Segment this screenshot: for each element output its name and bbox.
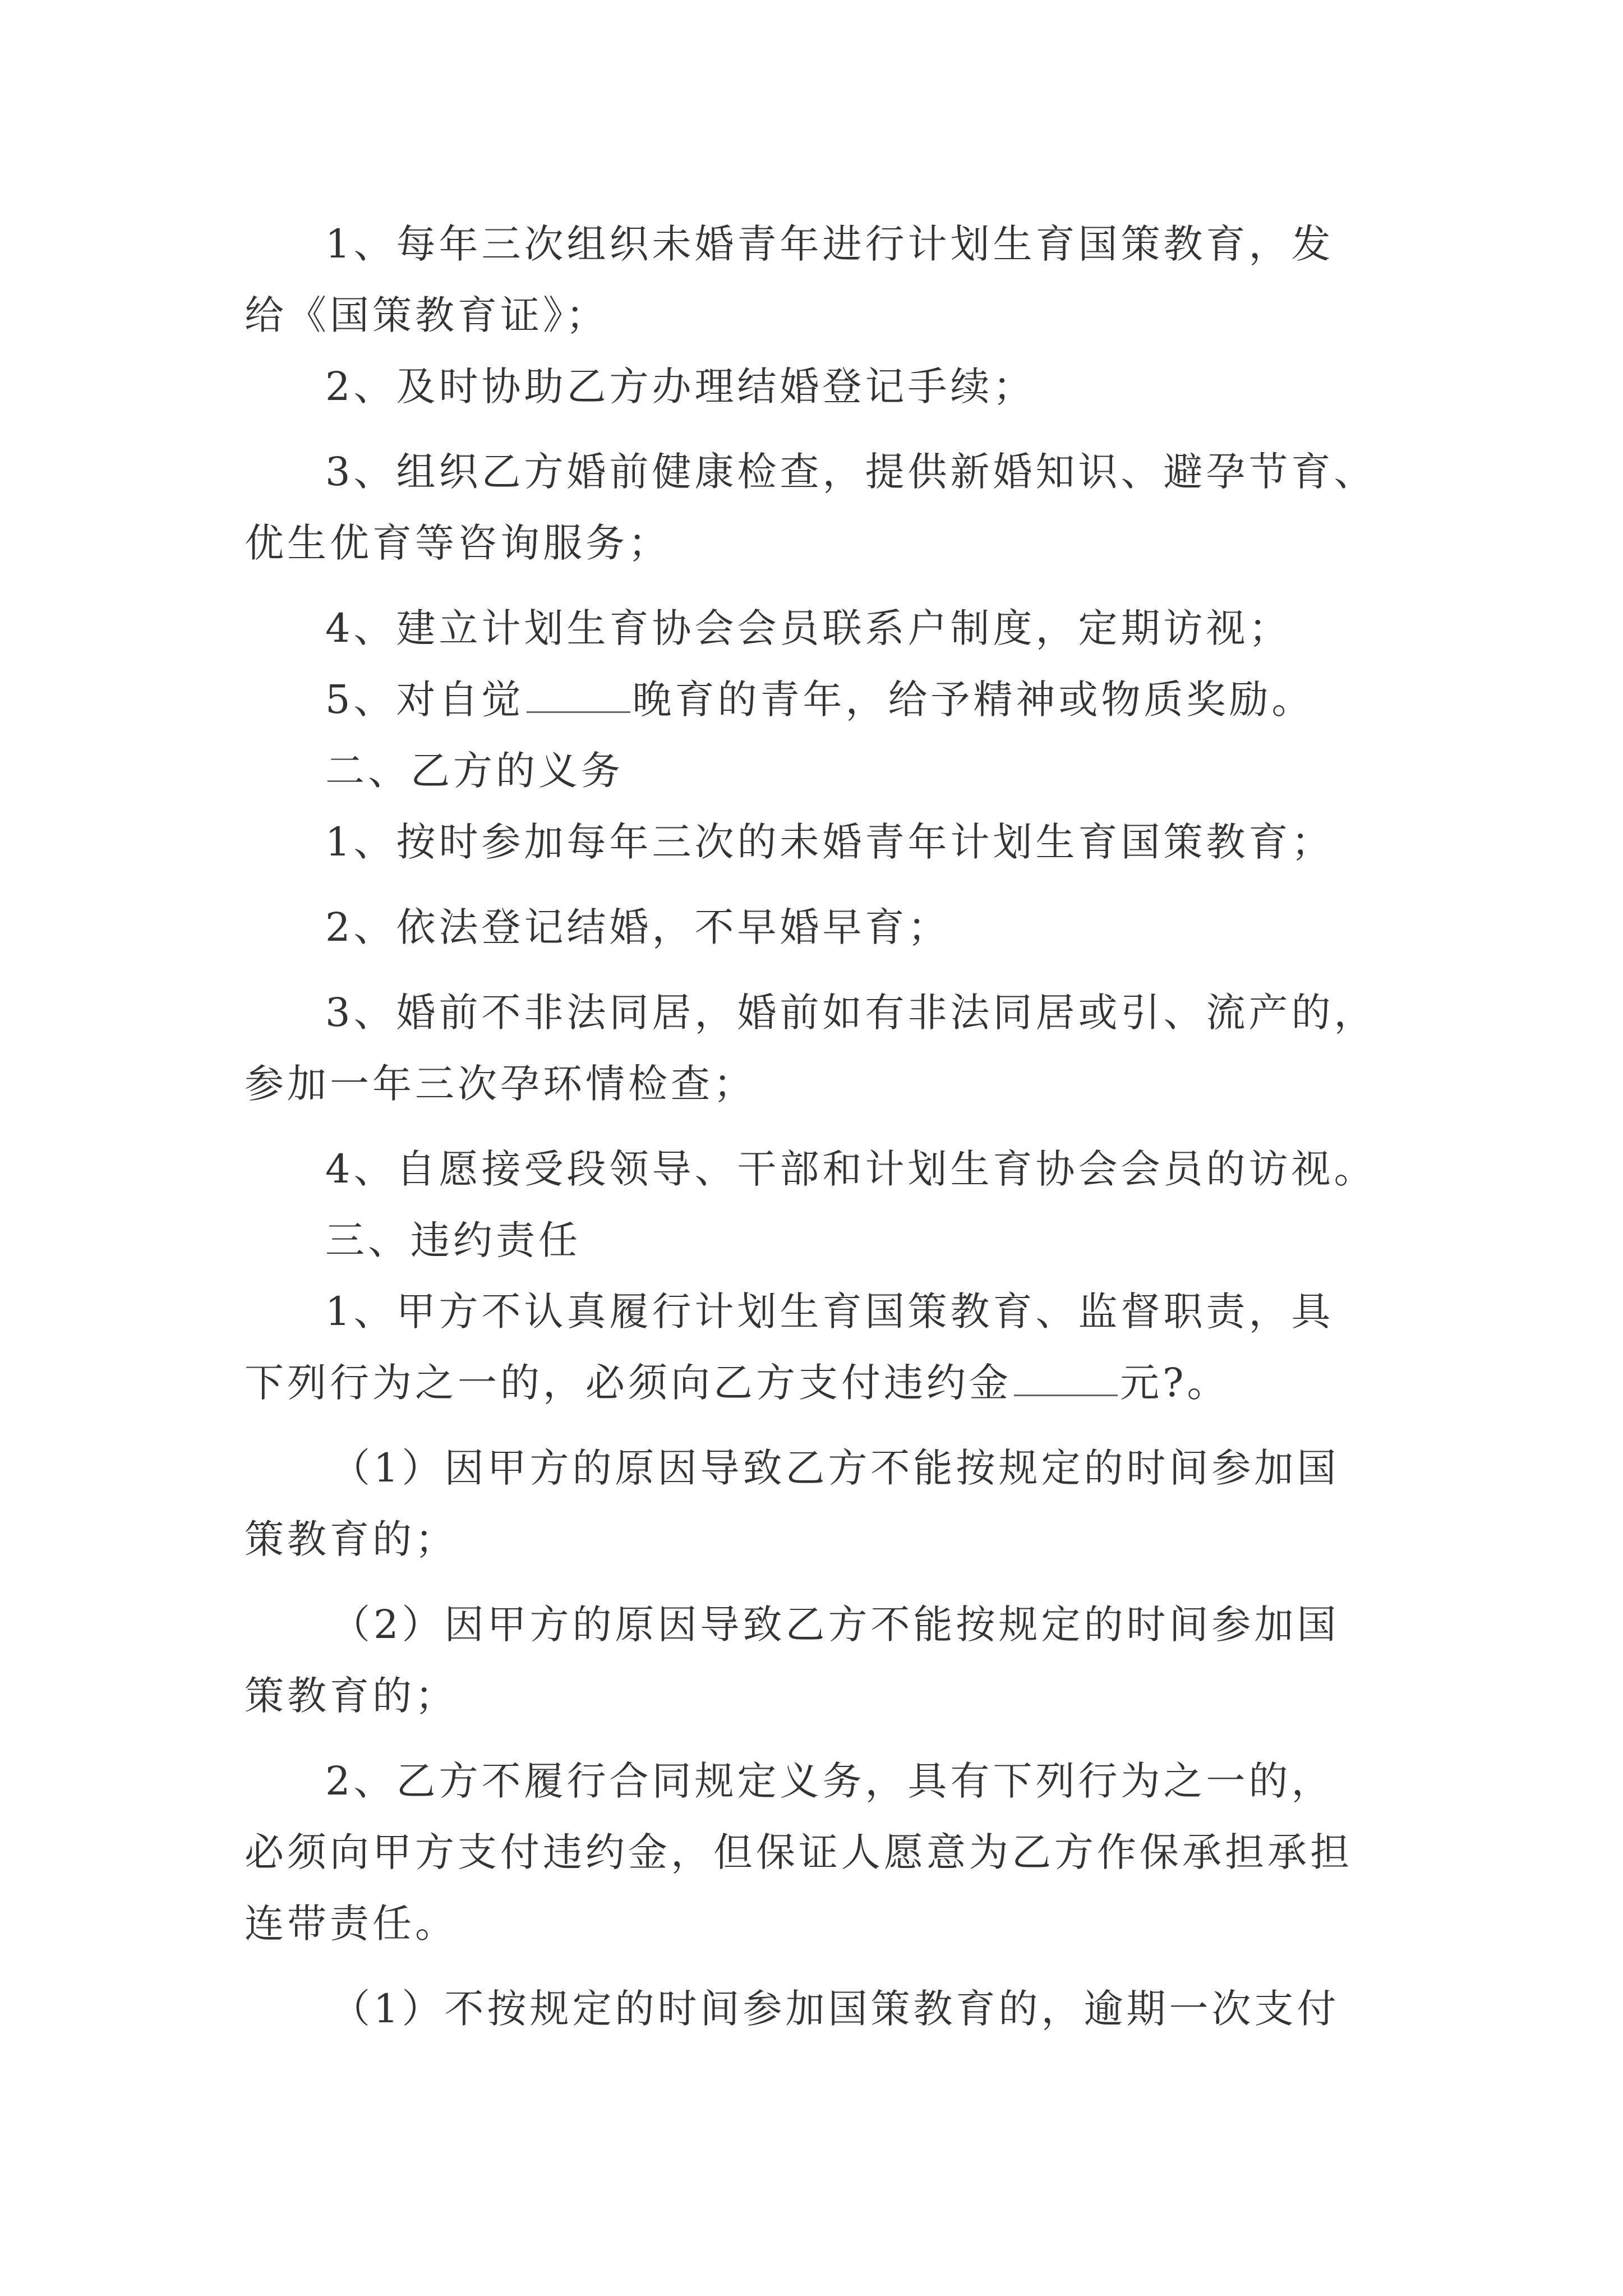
clause-liability-1-line-2 bbox=[245, 1358, 1230, 1408]
clause-party-b-3-line-1: 3、婚前不非法同居，婚前如有非法同居或引、流产的， bbox=[325, 990, 1377, 1036]
clause-party-b-3-line-2: 参加一年三次孕环情检查； bbox=[245, 1061, 756, 1107]
sub-clause-liability-1-2-line-2: 策教育的； bbox=[245, 1673, 458, 1719]
sub-clause-liability-1-1-line-2: 策教育的； bbox=[245, 1516, 458, 1562]
clause-text-after-blank: 晚育的青年，给予精神或物质奖励。 bbox=[632, 677, 1315, 723]
clause-party-a-1-line-2: 给《国策教育证》； bbox=[245, 292, 608, 338]
clause-party-b-2: 2、依法登记结婚，不早婚早育； bbox=[325, 904, 951, 950]
clause-party-a-5 bbox=[325, 674, 1315, 725]
clause-party-b-4: 4、自愿接受段领导、干部和计划生育协会会员的访视。 bbox=[325, 1146, 1377, 1192]
clause-liability-1-line-1: 1、甲方不认真履行计划生育国策教育、监督职责，具 bbox=[325, 1289, 1334, 1335]
clause-liability-2-line-1: 2、乙方不履行合同规定义务，具有下列行为之一的， bbox=[325, 1758, 1334, 1804]
clause-party-a-2: 2、及时协助乙方办理结婚登记手续； bbox=[325, 364, 1036, 409]
sub-clause-liability-1-1-line-1: （1）因甲方的原因导致乙方不能按规定的时间参加国 bbox=[331, 1445, 1340, 1491]
section-heading-liability: 三、违约责任 bbox=[325, 1217, 581, 1263]
clause-liability-2-line-3: 连带责任。 bbox=[245, 1901, 458, 1947]
clause-party-a-3-line-1: 3、组织乙方婚前健康检查，提供新婚知识、避孕节育、 bbox=[325, 449, 1377, 495]
clause-text-after-blank: 元?。 bbox=[1120, 1360, 1230, 1406]
section-heading-party-b-obligations: 二、乙方的义务 bbox=[325, 748, 624, 794]
sub-clause-liability-2-1-line-1: （1）不按规定的时间参加国策教育的，逾期一次支付 bbox=[331, 1986, 1340, 2032]
clause-liability-2-line-2: 必须向甲方支付违约金，但保证人愿意为乙方作保承担承担 bbox=[245, 1829, 1353, 1875]
clause-party-b-1: 1、按时参加每年三次的未婚青年计划生育国策教育； bbox=[325, 819, 1334, 865]
clause-party-a-4: 4、建立计划生育协会会员联系户制度，定期访视； bbox=[325, 605, 1292, 651]
fill-in-blank bbox=[1014, 1361, 1118, 1396]
sub-clause-liability-1-2-line-1: （2）因甲方的原因导致乙方不能按规定的时间参加国 bbox=[331, 1602, 1340, 1648]
clause-text-before-blank: 5、对自觉 bbox=[325, 677, 524, 723]
clause-party-a-1-line-1: 1、每年三次组织未婚青年进行计划生育国策教育，发 bbox=[325, 221, 1334, 267]
clause-party-a-3-line-2: 优生优育等咨询服务； bbox=[245, 520, 671, 566]
clause-text-before-blank: 下列行为之一的，必须向乙方支付违约金 bbox=[245, 1360, 1012, 1406]
fill-in-blank bbox=[527, 678, 630, 713]
